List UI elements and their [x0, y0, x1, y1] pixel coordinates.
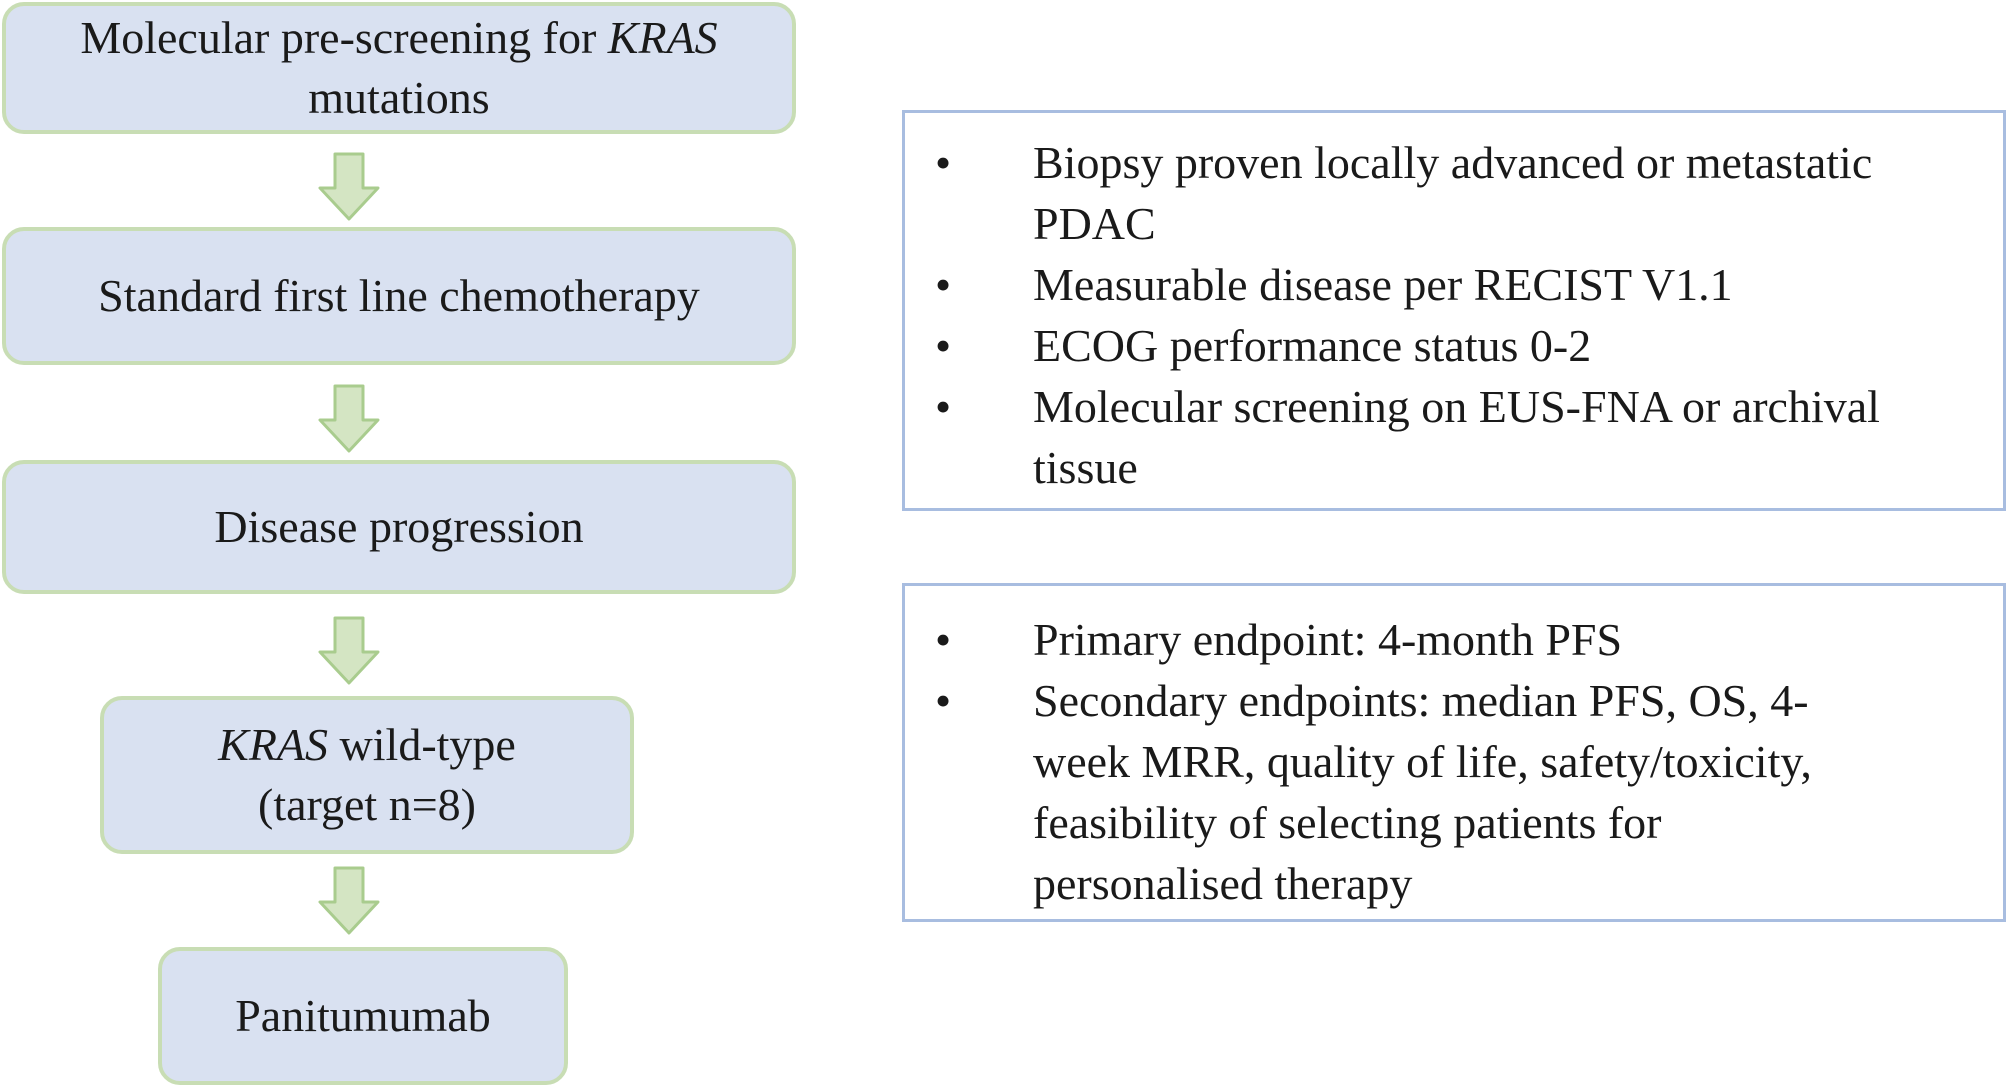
step-disease-progression	[2, 460, 796, 594]
eligibility-criteria-box	[902, 110, 2006, 511]
step-disease-progression-label: Disease progression	[214, 501, 584, 552]
endpoints-item-line: week MRR, quality of life, safety/toxicity,	[1033, 736, 1812, 787]
down-arrow-icon	[320, 154, 378, 219]
bullet-icon: •	[935, 381, 952, 432]
step-text-italic: KRAS	[218, 719, 329, 770]
endpoints-item	[905, 670, 2003, 914]
bullet-icon: •	[935, 675, 952, 726]
eligibility-item-line: ECOG performance status 0-2	[1033, 320, 1592, 371]
endpoints-item-line: Primary endpoint: 4-month PFS	[1033, 614, 1623, 665]
eligibility-item	[905, 376, 2003, 498]
step-standard-chemotherapy	[2, 227, 796, 365]
step-panitumumab	[158, 947, 568, 1085]
step-standard-chemotherapy-label: Standard first line chemotherapy	[98, 270, 700, 321]
down-arrow-1	[317, 152, 381, 222]
step-molecular-prescreening	[2, 2, 796, 134]
endpoints-box	[902, 583, 2006, 922]
down-arrow-3	[317, 616, 381, 686]
eligibility-item-line: tissue	[1033, 442, 1138, 493]
down-arrow-4	[317, 866, 381, 936]
bullet-icon: •	[935, 137, 952, 188]
step-molecular-prescreening-line2: mutations	[308, 72, 490, 123]
eligibility-item-line: PDAC	[1033, 198, 1156, 249]
step-text-italic: KRAS	[607, 12, 718, 63]
endpoints-item	[905, 609, 2003, 670]
down-arrow-icon	[320, 868, 378, 933]
step-text: Molecular pre-screening for	[80, 12, 608, 63]
endpoints-list	[905, 609, 2003, 914]
bullet-icon: •	[935, 614, 952, 665]
eligibility-item	[905, 254, 2003, 315]
down-arrow-icon	[320, 386, 378, 451]
step-kras-wild-type-line2: (target n=8)	[258, 779, 476, 830]
down-arrow-2	[317, 384, 381, 454]
endpoints-item-line: Secondary endpoints: median PFS, OS, 4-	[1033, 675, 1809, 726]
eligibility-item-line: Measurable disease per RECIST V1.1	[1033, 259, 1733, 310]
eligibility-item	[905, 315, 2003, 376]
eligibility-list	[905, 132, 2003, 498]
step-panitumumab-label: Panitumumab	[235, 990, 491, 1041]
step-kras-wild-type-line1	[218, 715, 516, 775]
eligibility-item-line: Biopsy proven locally advanced or metastatic	[1033, 137, 1873, 188]
bullet-icon: •	[935, 259, 952, 310]
endpoints-item-line: feasibility of selecting patients for	[1033, 797, 1662, 848]
endpoints-item-line: personalised therapy	[1033, 858, 1413, 909]
eligibility-item-line: Molecular screening on EUS-FNA or archival	[1033, 381, 1880, 432]
down-arrow-icon	[320, 618, 378, 683]
step-text: wild-type	[328, 719, 516, 770]
bullet-icon: •	[935, 320, 952, 371]
eligibility-item	[905, 132, 2003, 254]
step-molecular-prescreening-line1	[80, 8, 717, 68]
step-kras-wild-type	[100, 696, 634, 854]
